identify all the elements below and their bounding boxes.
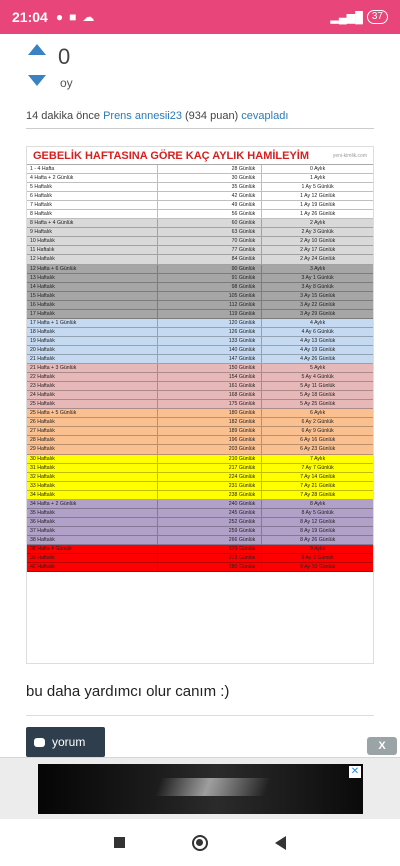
week-cell: 22 Haftalık <box>27 373 158 381</box>
days-cell: 217 Günlük <box>158 464 262 472</box>
week-cell: 17 Hafta + 1 Günlük <box>27 319 158 327</box>
table-row <box>27 418 373 427</box>
table-row <box>27 328 373 337</box>
week-cell: 18 Haftalık <box>27 328 158 336</box>
week-cell: 39 Haftalık <box>27 554 158 562</box>
android-nav-bar <box>0 819 400 866</box>
week-cell: 5 Haftalık <box>27 183 158 191</box>
months-cell: 6 Ay 2 Günlük <box>301 419 334 426</box>
week-cell: 27 Haftalık <box>27 427 158 435</box>
ad-close-icon[interactable]: ✕ <box>350 766 360 777</box>
months-cell: 8 Ay 5 Günlük <box>301 509 334 516</box>
downvote-arrow-icon[interactable] <box>28 75 46 86</box>
signal-icon: ▂▄▆█ <box>330 11 363 24</box>
week-cell: 1 - 4 Hafta <box>27 165 158 173</box>
table-row <box>27 192 373 201</box>
days-cell: 245 Günlük <box>158 509 262 517</box>
months-cell: 7 Ay 7 Günlük <box>301 464 334 471</box>
days-cell: 30 Günlük <box>158 174 262 182</box>
ad-car-image <box>155 778 272 796</box>
divider <box>26 715 374 716</box>
months-cell: 1 Ay 5 Günlük <box>301 184 334 191</box>
table-row <box>27 545 373 554</box>
week-cell: 12 Hafta + 6 Günlük <box>27 265 158 273</box>
months-cell: 2 Aylık <box>310 220 326 227</box>
days-cell: 119 Günlük <box>158 310 262 318</box>
status-bar <box>0 0 400 34</box>
days-cell: 273 Günlük <box>158 554 262 562</box>
week-cell: 13 Haftalık <box>27 274 158 282</box>
months-cell: 4 Aylık <box>310 319 326 326</box>
table-row <box>27 464 373 473</box>
vote-unit: oy <box>60 76 73 90</box>
months-cell: 6 Aylık <box>310 410 326 417</box>
week-cell: 17 Haftalık <box>27 310 158 318</box>
months-cell: 7 Ay 28 Günlük <box>300 491 336 498</box>
week-cell: 30 Haftalık <box>27 455 158 463</box>
week-cell: 32 Haftalık <box>27 473 158 481</box>
ad-banner[interactable] <box>38 764 363 814</box>
table-row <box>27 265 373 274</box>
days-cell: 224 Günlük <box>158 473 262 481</box>
months-cell: 2 Ay 24 Günlük <box>300 256 336 263</box>
week-cell: 33 Haftalık <box>27 482 158 490</box>
days-cell: 90 Günlük <box>158 265 262 273</box>
days-cell: 98 Günlük <box>158 283 262 291</box>
days-cell: 120 Günlük <box>158 319 262 327</box>
back-icon[interactable] <box>275 836 286 850</box>
months-cell: 8 Ay 12 Günlük <box>300 518 336 525</box>
months-cell: 1 Aylık <box>310 175 326 182</box>
table-row <box>27 509 373 518</box>
months-cell: 3 Aylık <box>310 265 326 272</box>
week-cell: 26 Haftalık <box>27 418 158 426</box>
notification-icon: ● <box>55 10 64 24</box>
week-cell: 19 Haftalık <box>27 337 158 345</box>
answer-action-link[interactable]: cevapladı <box>241 110 289 122</box>
week-cell: 20 Haftalık <box>27 346 158 354</box>
months-cell: 5 Ay 18 Günlük <box>300 392 336 399</box>
days-cell: 189 Günlük <box>158 427 262 435</box>
week-cell: 28 Haftalık <box>27 436 158 444</box>
week-cell: 12 Haftalık <box>27 255 158 263</box>
months-cell: 7 Ay 14 Günlük <box>300 473 336 480</box>
months-cell: 5 Ay 11 Günlük <box>300 383 335 390</box>
table-row <box>27 518 373 527</box>
table-row <box>27 500 373 509</box>
days-cell: 270 Günlük <box>158 545 262 553</box>
months-cell: 9 Ay 3 Günlük <box>301 555 334 562</box>
table-row <box>27 563 373 572</box>
answer-user-points: (934 puan) <box>185 110 239 122</box>
answer-meta <box>26 110 374 129</box>
days-cell: 210 Günlük <box>158 455 262 463</box>
days-cell: 182 Günlük <box>158 418 262 426</box>
days-cell: 133 Günlük <box>158 337 262 345</box>
week-cell: 38 Haftalık <box>27 536 158 544</box>
week-cell: 21 Haftalık <box>27 355 158 363</box>
months-cell: 3 Ay 8 Günlük <box>301 283 334 290</box>
days-cell: 49 Günlük <box>158 201 262 209</box>
table-row <box>27 174 373 183</box>
week-cell: 14 Haftalık <box>27 283 158 291</box>
days-cell: 238 Günlük <box>158 491 262 499</box>
week-cell: 23 Haftalık <box>27 382 158 390</box>
months-cell: 7 Ay 21 Günlük <box>300 482 336 489</box>
months-cell: 8 Aylık <box>310 500 326 507</box>
days-cell: 77 Günlük <box>158 246 262 254</box>
table-row <box>27 364 373 373</box>
table-row <box>27 274 373 283</box>
week-cell: 40 Haftalık <box>27 563 158 571</box>
week-cell: 16 Haftalık <box>27 301 158 309</box>
week-cell: 31 Haftalık <box>27 464 158 472</box>
table-row <box>27 319 373 328</box>
days-cell: 28 Günlük <box>158 165 262 173</box>
comment-button-label: yorum <box>52 735 86 749</box>
answer-time: 14 dakika önce <box>26 110 100 122</box>
table-row <box>27 255 373 264</box>
table-row <box>27 246 373 255</box>
table-row <box>27 310 373 319</box>
table-row <box>27 337 373 346</box>
days-cell: 280 Günlük <box>158 563 262 571</box>
days-cell: 35 Günlük <box>158 183 262 191</box>
months-cell: 4 Ay 26 Günlük <box>300 355 336 362</box>
table-row <box>27 373 373 382</box>
table-row <box>27 237 373 246</box>
week-cell: 6 Haftalık <box>27 192 158 200</box>
week-cell: 25 Hafta + 5 Günlük <box>27 409 158 417</box>
vote-box <box>26 40 86 102</box>
months-cell: 3 Ay 22 Günlük <box>300 301 336 308</box>
week-cell: 34 Hafta + 2 Günlük <box>27 500 158 508</box>
days-cell: 112 Günlük <box>158 301 262 309</box>
months-cell: 3 Ay 15 Günlük <box>300 292 336 299</box>
months-cell: 4 Ay 6 Günlük <box>301 328 334 335</box>
months-cell: 4 Ay 19 Günlük <box>300 346 336 353</box>
week-cell: 36 Haftalık <box>27 518 158 526</box>
upvote-arrow-icon[interactable] <box>28 44 46 55</box>
months-cell: 9 Aylık <box>310 545 326 552</box>
days-cell: 56 Günlük <box>158 210 262 218</box>
months-cell: 0 Aylık <box>310 166 326 172</box>
months-cell: 5 Ay 25 Günlük <box>300 401 336 408</box>
week-cell: 8 Haftalık <box>27 210 158 218</box>
week-cell: 4 Hafta + 2 Günlük <box>27 174 158 182</box>
status-time: 21:04 <box>12 9 48 25</box>
table-row <box>27 228 373 237</box>
months-cell: 8 Ay 19 Günlük <box>300 527 336 534</box>
box-icon: ■ <box>69 10 77 24</box>
week-cell: 11 Haftalık <box>27 246 158 254</box>
days-cell: 140 Günlük <box>158 346 262 354</box>
days-cell: 105 Günlük <box>158 292 262 300</box>
months-cell: 6 Ay 16 Günlük <box>300 437 336 444</box>
answer-user-link[interactable]: Prens annesii23 <box>103 110 182 122</box>
months-cell: 2 Ay 10 Günlük <box>300 238 336 245</box>
week-cell: 10 Haftalık <box>27 237 158 245</box>
table-row <box>27 382 373 391</box>
table-header <box>27 147 373 165</box>
days-cell: 91 Günlük <box>158 274 262 282</box>
days-cell: 231 Günlük <box>158 482 262 490</box>
table-row <box>27 210 373 219</box>
table-site: yeni-kimlik.com <box>332 152 367 159</box>
week-cell: 34 Haftalık <box>27 491 158 499</box>
week-cell: 37 Haftalık <box>27 527 158 535</box>
days-cell: 259 Günlük <box>158 527 262 535</box>
table-row <box>27 292 373 301</box>
table-row <box>27 355 373 364</box>
days-cell: 168 Günlük <box>158 391 262 399</box>
table-row <box>27 491 373 500</box>
table-row <box>27 527 373 536</box>
days-cell: 60 Günlük <box>158 219 262 227</box>
months-cell: 1 Ay 19 Günlük <box>300 202 336 209</box>
days-cell: 126 Günlük <box>158 328 262 336</box>
table-row <box>27 436 373 445</box>
days-cell: 175 Günlük <box>158 400 262 408</box>
table-row <box>27 391 373 400</box>
week-cell: 7 Haftalık <box>27 201 158 209</box>
months-cell: 4 Ay 13 Günlük <box>300 337 336 344</box>
table-row <box>27 427 373 436</box>
week-cell: 35 Haftalık <box>27 509 158 517</box>
days-cell: 70 Günlük <box>158 237 262 245</box>
months-cell: 1 Ay 26 Günlük <box>300 211 336 218</box>
table-row <box>27 445 373 454</box>
days-cell: 147 Günlük <box>158 355 262 363</box>
week-cell: 38 Hafta 4 Günlük <box>27 545 158 553</box>
table-row <box>27 400 373 409</box>
week-cell: 9 Haftalık <box>27 228 158 236</box>
battery-indicator: 37 <box>367 10 388 24</box>
months-cell: 6 Ay 9 Günlük <box>301 428 334 435</box>
table-row <box>27 165 373 174</box>
ad-banner-bar <box>0 757 400 819</box>
comment-button[interactable] <box>26 727 105 757</box>
months-cell: 5 Aylık <box>310 365 326 372</box>
table-row <box>27 283 373 292</box>
speech-bubble-icon <box>34 738 45 747</box>
table-row <box>27 482 373 491</box>
days-cell: 154 Günlük <box>158 373 262 381</box>
cloud-icon: ☁ <box>82 10 95 24</box>
days-cell: 203 Günlük <box>158 445 262 453</box>
vote-count: 0 <box>58 44 71 69</box>
months-cell: 2 Ay 17 Günlük <box>300 247 336 254</box>
days-cell: 252 Günlük <box>158 518 262 526</box>
months-cell: 5 Ay 4 Günlük <box>301 374 334 381</box>
table-row <box>27 201 373 210</box>
months-cell: 9 Ay 10 Günlük <box>300 564 336 571</box>
days-cell: 266 Günlük <box>158 536 262 544</box>
close-ad-button[interactable]: X <box>367 737 397 755</box>
table-row <box>27 301 373 310</box>
home-icon[interactable] <box>192 835 208 851</box>
days-cell: 196 Günlük <box>158 436 262 444</box>
table-row <box>27 346 373 355</box>
days-cell: 240 Günlük <box>158 500 262 508</box>
week-cell: 21 Hafta + 3 Günlük <box>27 364 158 372</box>
months-cell: 8 Ay 26 Günlük <box>300 536 336 543</box>
months-cell: 2 Ay 3 Günlük <box>301 229 334 236</box>
days-cell: 150 Günlük <box>158 364 262 372</box>
week-cell: 25 Haftalık <box>27 400 158 408</box>
week-cell: 15 Haftalık <box>27 292 158 300</box>
comment-text: bu daha yardımcı olur canım :) <box>26 683 230 700</box>
table-row <box>27 455 373 464</box>
table-row <box>27 554 373 563</box>
table-row <box>27 409 373 418</box>
days-cell: 63 Günlük <box>158 228 262 236</box>
recents-icon[interactable] <box>114 837 125 848</box>
days-cell: 84 Günlük <box>158 255 262 263</box>
table-row <box>27 219 373 228</box>
table-row <box>27 473 373 482</box>
table-row <box>27 183 373 192</box>
days-cell: 161 Günlük <box>158 382 262 390</box>
table-body <box>27 165 373 572</box>
months-cell: 1 Ay 12 Günlük <box>300 193 336 200</box>
months-cell: 7 Aylık <box>310 455 326 462</box>
week-cell: 8 Hafta + 4 Günlük <box>27 219 158 227</box>
pregnancy-table-image[interactable] <box>26 146 374 664</box>
months-cell: 3 Ay 1 Günlük <box>301 274 334 281</box>
days-cell: 180 Günlük <box>158 409 262 417</box>
days-cell: 42 Günlük <box>158 192 262 200</box>
week-cell: 24 Haftalık <box>27 391 158 399</box>
week-cell: 29 Haftalık <box>27 445 158 453</box>
months-cell: 3 Ay 29 Günlük <box>300 310 336 317</box>
months-cell: 6 Ay 23 Günlük <box>300 446 336 453</box>
table-row <box>27 536 373 545</box>
table-title: GEBELİK HAFTASINA GÖRE KAÇ AYLIK HAMİLEYİM <box>33 149 310 162</box>
